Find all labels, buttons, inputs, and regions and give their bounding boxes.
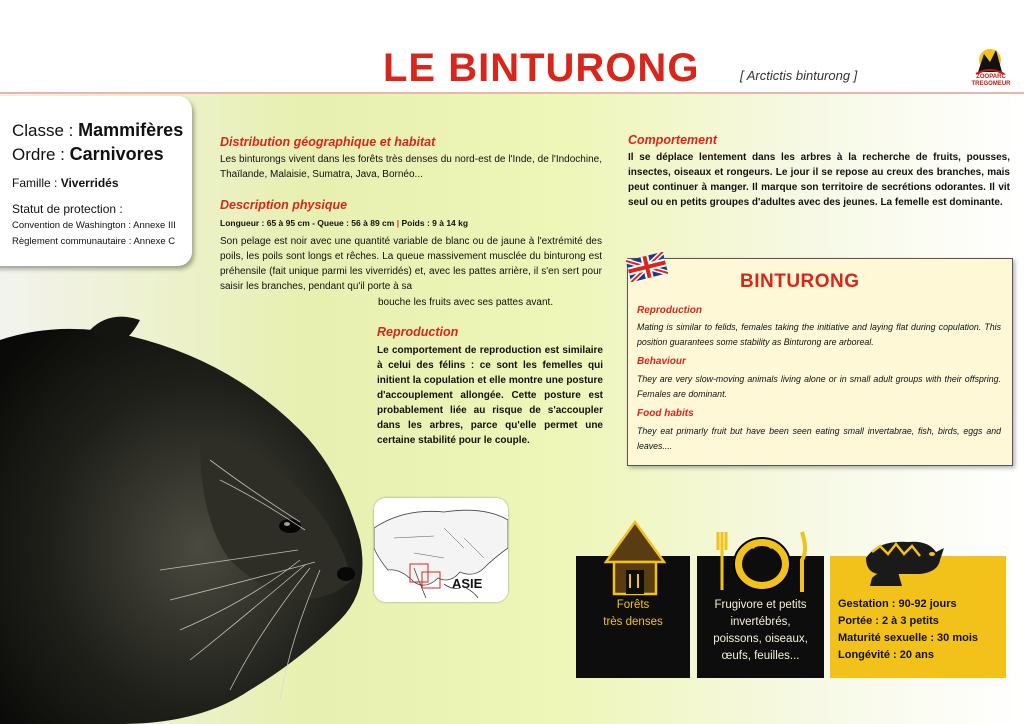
latin-name: [ Arctictis binturong ]: [740, 68, 858, 83]
diet-line-2: invertébrés,: [730, 616, 791, 628]
asia-map-drawing: [374, 498, 508, 602]
animal-family-icon: [858, 528, 948, 588]
measures-weight: Poids : 9 à 14 kg: [401, 218, 469, 228]
asia-map: [374, 498, 508, 602]
distribution-text: Les binturongs vivent dans les forêts très denses du nord-est de l'Inde, de l'Indochine, Thaïlande, Malaisie, Sumatra, Java, Bornéo...: [220, 154, 602, 180]
diet-text: [697, 597, 824, 665]
classe-value: Mammifères: [78, 120, 184, 140]
habitat-line-2: très denses: [603, 616, 663, 628]
gestation-line: Gestation : 90-92 jours: [838, 598, 957, 610]
reproduction-heading: Reproduction: [377, 325, 459, 339]
english-food-heading: Food habits: [637, 408, 694, 419]
binturong-photo: [0, 300, 400, 724]
description-text: Son pelage est noir avec une quantité variable de blanc ou de jaune à l'extrémité des poils, les poils sont longs et rêches. La queue massivement musclée du binturong est préhensile (fait unique parmi les viverridés) et, avec les pattes arrière, il s'en sert pour saisir les branches, pendant qu'il porte à sa: [220, 236, 602, 292]
habitat-text: [576, 597, 690, 631]
description-heading: Description physique: [220, 198, 348, 212]
english-reproduction-heading: Reproduction: [637, 305, 702, 316]
description-measures: [220, 218, 468, 228]
distribution-heading: Distribution géographique et habitat: [220, 135, 436, 149]
map-label: ASIE: [452, 576, 483, 591]
classe-row: [12, 120, 183, 141]
portee-line: Portée : 2 à 3 petits: [838, 615, 939, 627]
plate-cutlery-icon: [712, 520, 812, 600]
maturite-line: Maturité sexuelle : 30 mois: [838, 632, 978, 644]
comportement-heading: Comportement: [628, 133, 717, 147]
english-behaviour-text: They are very slow-moving animals living alone or in small adult groups with their offspring. Females are dominant.: [637, 374, 1001, 399]
reproduction-stats-text: [838, 596, 1004, 664]
diet-line-3: poissons, oiseaux,: [713, 633, 808, 645]
statut-label: Statut de protection :: [12, 202, 123, 216]
comportement-text: Il se déplace lentement dans les arbres à la recherche de fruits, pousses, insectes, oiseaux et rongeurs. Le jour il se repose au creux des branches, mais peut continuer à manger. Il marque son territoire de secrétions odorantes. Il vit seul ou en petits groupes d'adultes avec des jeunes. La femelle est dominante.: [628, 152, 1010, 208]
uk-flag-icon: [626, 252, 668, 282]
famille-label: Famille :: [12, 176, 58, 190]
habitat-line-1: Forêts: [616, 599, 650, 611]
ordre-label: Ordre :: [12, 145, 65, 164]
logo-text-zooparc: ZOOPARC: [976, 74, 1006, 80]
hut-icon: [600, 518, 670, 598]
ordre-value: Carnivores: [69, 144, 164, 164]
reproduction-text: Le comportement de reproduction est similaire à celui des félins : ce sont les femelles qui initient la copulation et elle montre une posture d'accouplement allongée. Cette posture est probablement liée au risque de s'accoupler dans les arbres, parce qu'elle permet une certaine stabilité pour le couple.: [377, 345, 603, 446]
english-reproduction-text: Mating is similar to felids, females taking the initiative and laying flat during copulation. This position guarantees some stability as Binturong are arboreal.: [637, 322, 1001, 347]
classe-label: Classe :: [12, 121, 74, 140]
classification-card: [0, 96, 192, 266]
diet-line-4: œufs, feuilles...: [721, 650, 800, 662]
measures-separator: |: [396, 218, 400, 228]
washington-convention: Convention de Washington : Annexe III: [12, 220, 176, 231]
english-title: BINTURONG: [740, 271, 860, 292]
logo-text: [966, 74, 1016, 88]
english-behaviour-heading: Behaviour: [637, 356, 686, 367]
reglement-communautaire: Règlement communautaire : Annexe C: [12, 236, 176, 247]
page-title: LE BINTURONG: [383, 46, 700, 90]
longevite-line: Longévité : 20 ans: [838, 649, 934, 661]
ordre-row: [12, 144, 164, 165]
description-text-end: bouche les fruits avec ses pattes avant.: [378, 297, 554, 308]
measures-length: Longueur : 65 à 95 cm - Queue : 56 à 89 cm: [220, 218, 395, 228]
famille-value: Viverridés: [60, 176, 119, 190]
diet-line-1: Frugivore et petits: [714, 599, 807, 611]
famille-row: [12, 176, 119, 190]
header-rule: [0, 92, 1024, 94]
logo-text-tregomeur: TREGOMEUR: [971, 81, 1011, 87]
english-food-text: They eat primarly fruit but have been seen eating small invertabrae, fish, birds, eggs and leaves....: [637, 426, 1001, 451]
